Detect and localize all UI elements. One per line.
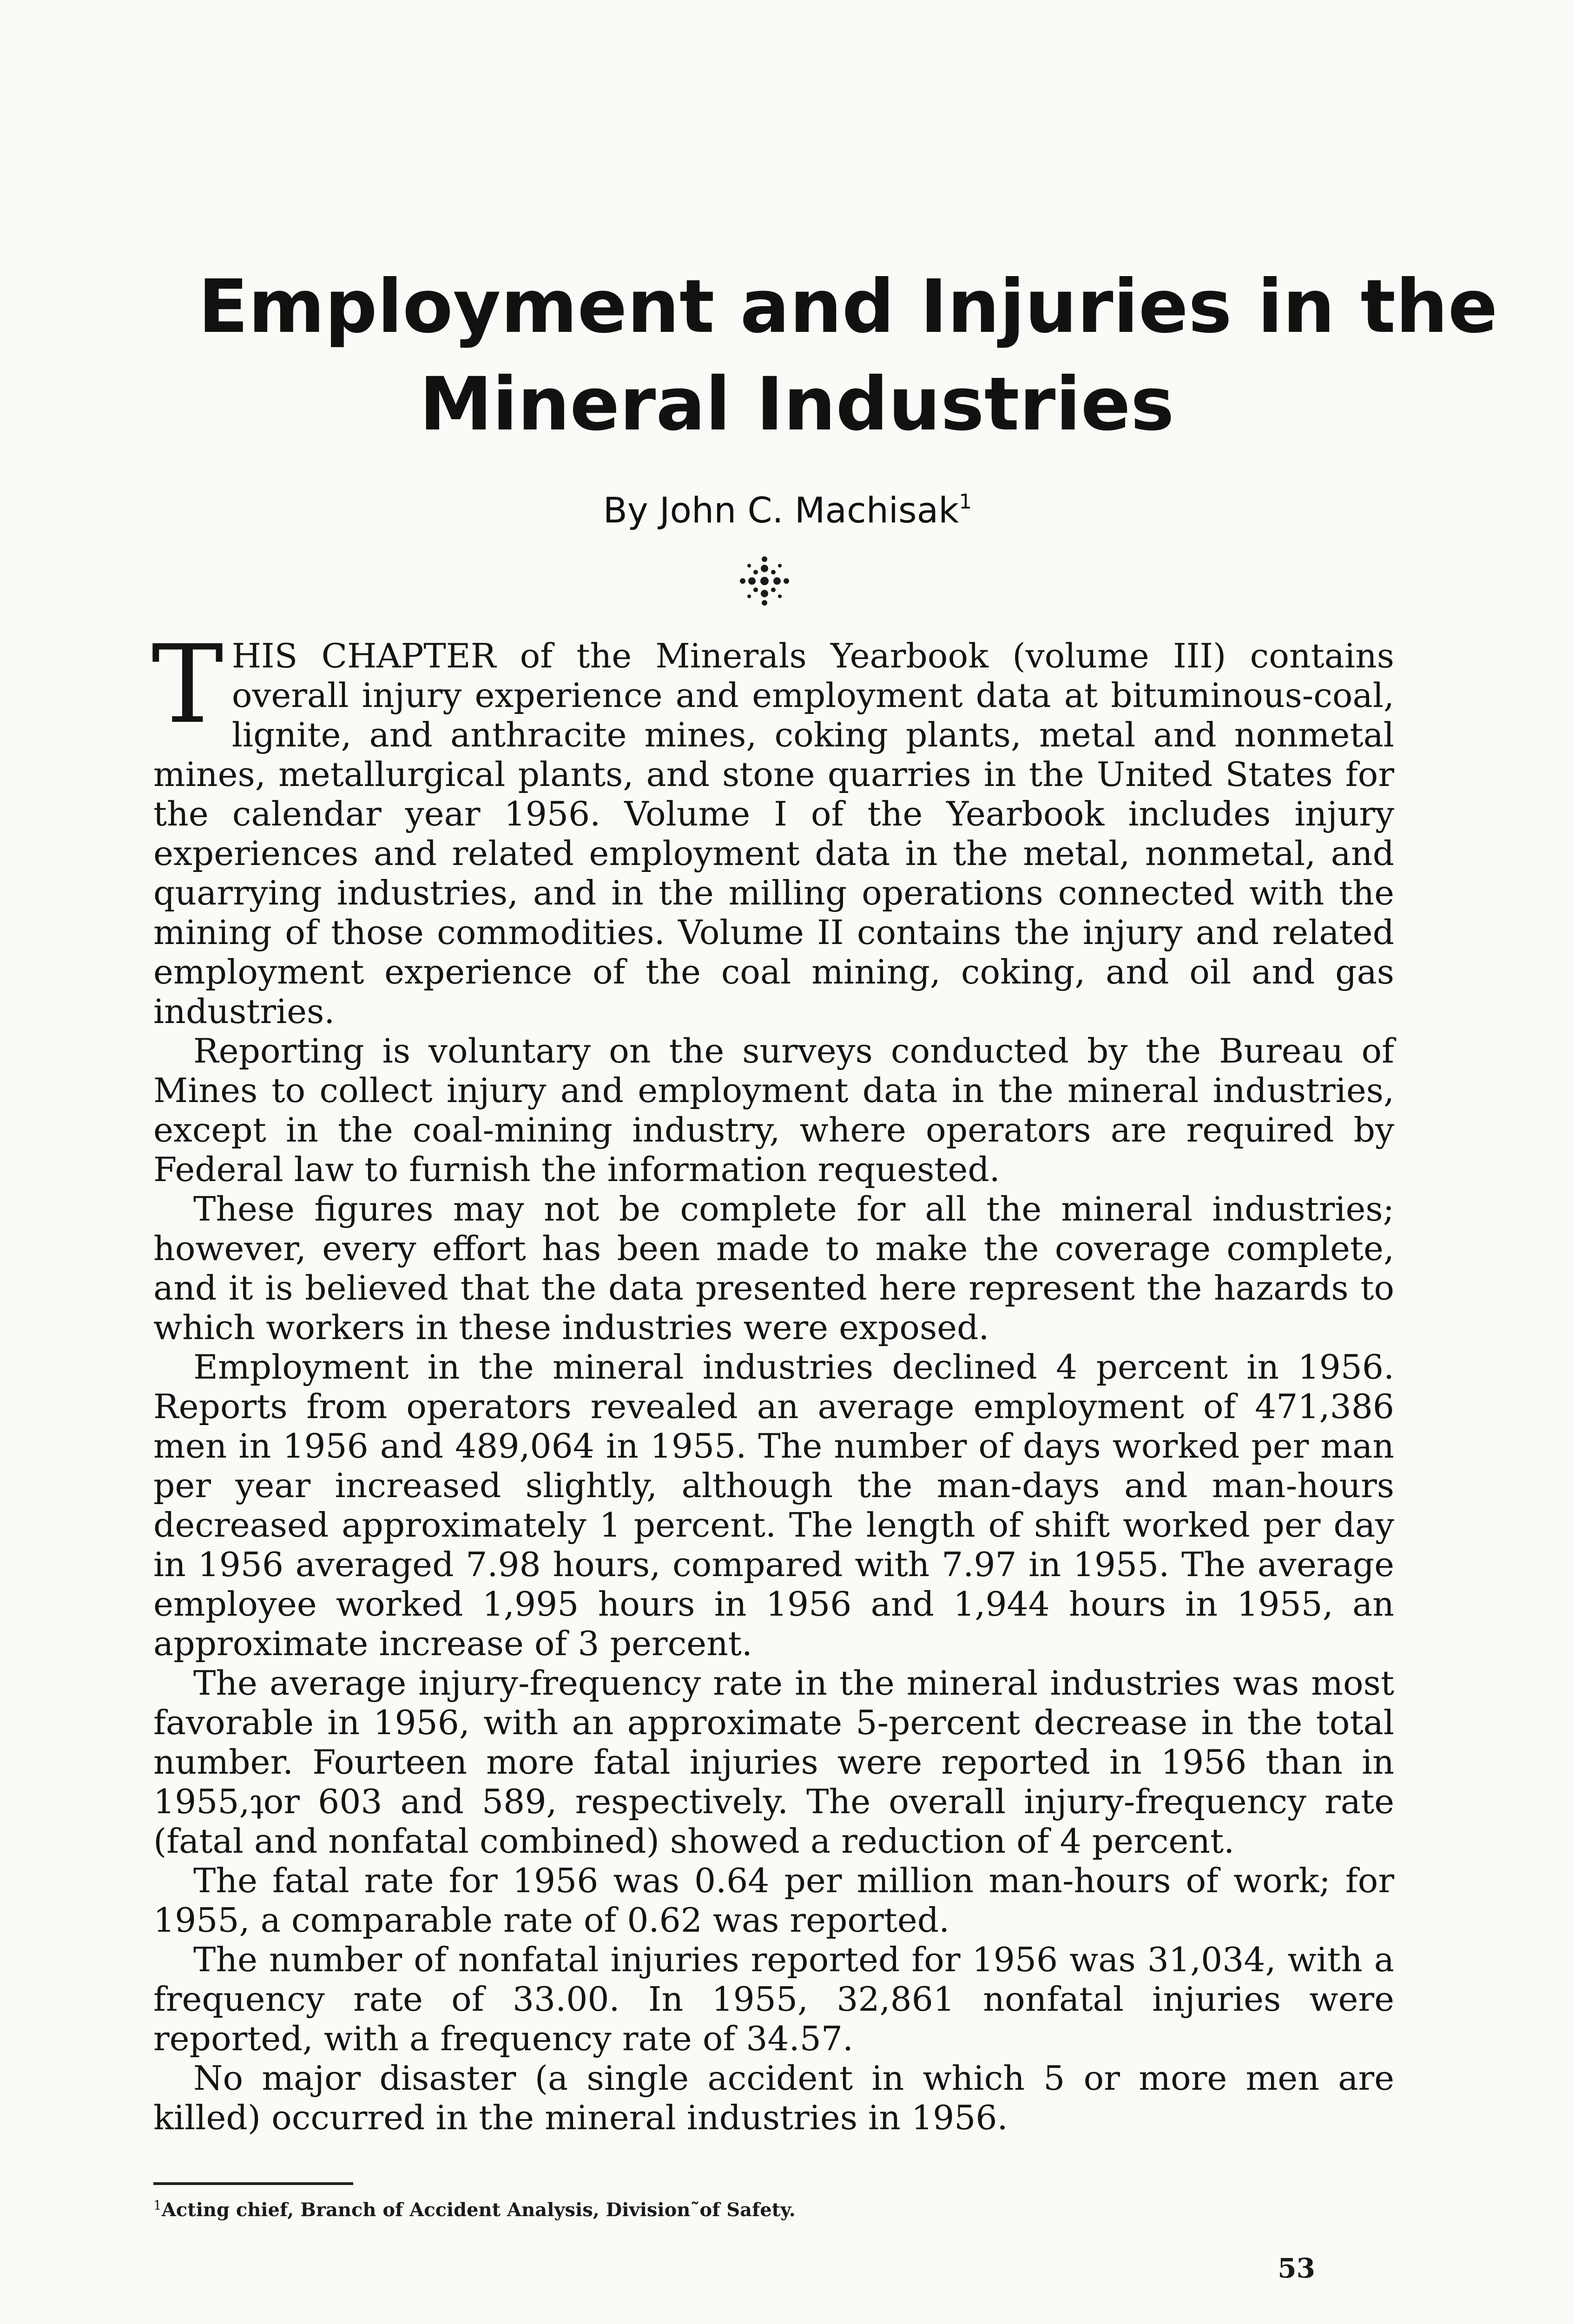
byline-footnote-mark: 1 xyxy=(959,490,972,514)
paragraph-fatal-rate: The fatal rate for 1956 was 0.64 per million man-hours of work; for 1955, a comparable rate of 0.62 was reported. xyxy=(153,1862,1394,1940)
paragraph-injury-frequency: The average injury-frequency rate in the mineral industries was most favorable in 1956, with an approximate 5-percent decrease in the total number. Fourteen more fatal injuries were reported in 1956 than in 1955,ʇor 603 and 589, respectively. The overall injury-frequency rate (fatal and nonfatal combined) showed a reduction of 4 percent. xyxy=(153,1664,1394,1861)
drop-cap: T xyxy=(152,622,224,747)
footnote-text: Acting chief, Branch of Accident Analysis, Division˜of Safety. xyxy=(161,2199,796,2221)
paragraph-major-disaster: No major disaster (a single accident in which 5 or more men are killed) occurred in the mineral industries in 1956. xyxy=(153,2059,1394,2138)
paragraph-nonfatal-injuries: The number of nonfatal injuries reported for 1956 was 31,034, with a frequency rate of 33.00. In 1955, 32,861 nonfatal injuries were reported, with a frequency rate of 34.57. xyxy=(153,1941,1394,2059)
page-number: 53 xyxy=(1278,2252,1315,2284)
byline-text: By John C. Machisak xyxy=(603,489,959,531)
footnote xyxy=(153,2192,1176,2224)
paragraph-intro xyxy=(152,622,1394,1032)
byline xyxy=(0,479,1575,534)
fleuron-ornament-icon xyxy=(739,555,790,607)
footnote-divider xyxy=(153,2182,353,2185)
article-body xyxy=(152,622,1394,2138)
paragraph-employment: Employment in the mineral industries declined 4 percent in 1956. Reports from operators revealed an average employment of 471,386 men in 1956 and 489,064 in 1955. The number of days worked per man per year increased slightly, although the man-days and man-hours decreased approximately 1 percent. The length of shift worked per day in 1956 averaged 7.98 hours, compared with 7.97 in 1955. The average employee worked 1,995 hours in 1956 and 1,944 hours in 1955, an approximate increase of 3 percent. xyxy=(153,1348,1394,1664)
footnote-mark: 1 xyxy=(153,2198,162,2213)
paragraph-coverage: These figures may not be complete for all the mineral industries; however, every effort has been made to make the coverage complete, and it is believed that the data presented here represent the hazards to which workers in these industries were exposed. xyxy=(153,1190,1394,1347)
paragraph-1-text: HIS CHAPTER of the Minerals Yearbook (volume III) contains overall injury experience and employment data at bituminous-coal, lignite, and anthracite mines, coking plants, metal and nonmetal mines, metallurgical plants, and stone quarries in the United States for the calendar year 1956. Volume I of the Yearbook includes injury experiences and related employment data in the metal, nonmetal, and quarrying industries, and in the milling operations connected with the mining of those commodities. Volume II contains the injury and related employment experience of the coal mining, coking, and oil and gas industries. xyxy=(153,637,1394,1031)
paragraph-reporting: Reporting is voluntary on the surveys conducted by the Bureau of Mines to collect injury and employment data in the mineral industries, except in the coal-mining industry, where operators are required by Federal law to furnish the information requested. xyxy=(153,1032,1394,1189)
title-line-1: Employment and Injuries in the xyxy=(198,264,1498,350)
title-line-2: Mineral Industries xyxy=(419,362,1174,447)
